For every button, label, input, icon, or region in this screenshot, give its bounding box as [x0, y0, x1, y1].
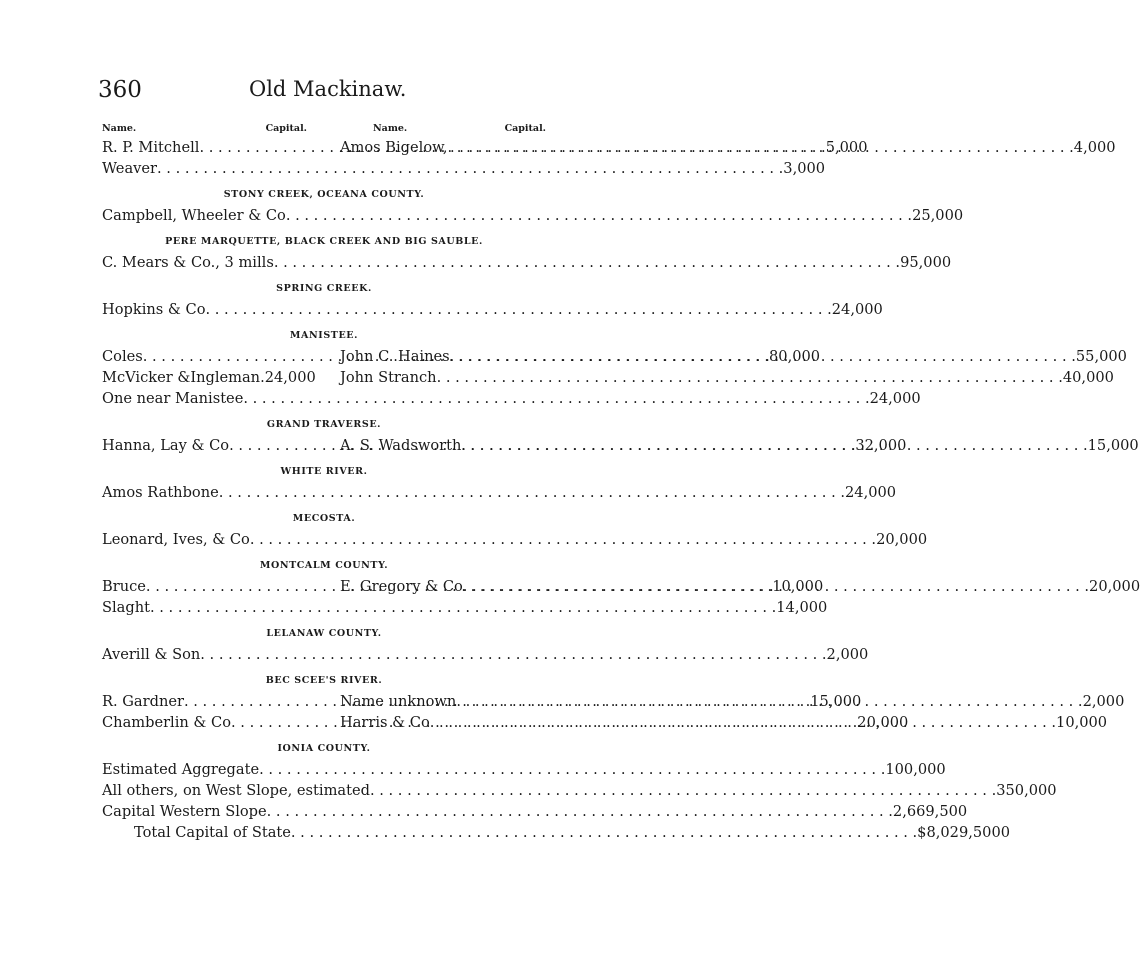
entry-name: Capital Western Slope	[102, 803, 267, 820]
two-column-entries	[102, 346, 1127, 409]
entry-amount: 2,000	[826, 646, 869, 663]
section-heading: MECOSTA.	[292, 513, 356, 524]
entry-name: Slaght	[102, 599, 150, 616]
entry-amount: 2,000	[1082, 693, 1125, 710]
entry-row	[102, 158, 826, 179]
section-heading: STONY CREEK, OCEANA COUNTY.	[223, 189, 425, 200]
entry-row	[102, 388, 921, 409]
entry-amount: 14,000	[776, 599, 828, 616]
entry-row	[102, 252, 952, 273]
capital-table	[102, 121, 1140, 843]
entry-name: R. P. Mitchell	[102, 139, 200, 156]
entry-amount: 10,000	[1056, 714, 1108, 731]
entry-row	[102, 801, 968, 822]
entry-name: Weaver	[102, 160, 158, 177]
section-heading: LELANAW COUNTY.	[266, 628, 382, 639]
entry-row	[102, 299, 883, 320]
entry-name: Bruce	[102, 578, 146, 595]
entry-row	[102, 529, 928, 550]
column-header-name: Name.	[373, 123, 408, 134]
entry-amount: 5,000	[825, 139, 868, 156]
entry-amount: 2,669,500	[892, 803, 968, 820]
entry-amount: 80,000	[769, 348, 821, 365]
entry-name: All others, on West Slope, estimated	[102, 782, 370, 799]
entry-name: Hanna, Lay & Co	[102, 437, 230, 454]
entry-amount: 20,000	[1089, 578, 1140, 595]
entry-name: One near Manistee	[102, 390, 244, 407]
entry-amount: 24,000	[869, 390, 921, 407]
entry-row	[102, 759, 946, 780]
entry-name: Averill & Son	[102, 646, 201, 663]
section-heading: PERE MARQUETTE, BLACK CREEK AND BIG SAUBLE.	[165, 236, 483, 247]
entry-amount: 24,000	[845, 484, 897, 501]
entry-row	[102, 780, 1057, 801]
entry-amount: 15,000	[810, 693, 862, 710]
column-header-capital: Capital.	[265, 123, 307, 134]
entry-name: Estimated Aggregate	[102, 761, 260, 778]
section-heading: IONIA COUNTY.	[277, 743, 371, 754]
entry-row	[340, 367, 1114, 388]
entry-name: Name unknown	[340, 693, 457, 710]
entry-row	[102, 205, 964, 226]
entry-name: Coles	[102, 348, 143, 365]
page-number: 360	[98, 77, 142, 103]
entry-name: John C. Haines	[340, 348, 450, 365]
entry-amount: 55,000	[1075, 348, 1127, 365]
entry-name: Harris & Co	[340, 714, 430, 731]
entry-row	[102, 367, 316, 388]
column-header-name: Name.	[102, 123, 137, 134]
entry-name: John Stranch	[340, 369, 437, 386]
entry-name: Amos Rathbone	[102, 484, 219, 501]
entry-amount: 25,000	[912, 207, 964, 224]
entry-name: Campbell, Wheeler & Co	[102, 207, 286, 224]
section-heading: MONTCALM COUNTY.	[259, 560, 389, 571]
column-headers	[102, 121, 546, 137]
entry-amount: 95,000	[900, 254, 952, 271]
section-heading: MANISTEE.	[289, 330, 359, 341]
entry-name: Chamberlin & Co	[102, 714, 232, 731]
entry-amount: 3,000	[783, 160, 826, 177]
entry-row	[102, 644, 869, 665]
page-title: Old Mackinaw.	[249, 77, 407, 101]
entry-amount: 350,000	[996, 782, 1057, 799]
entry-amount: 24,000	[264, 369, 316, 386]
entry-name: C. Mears & Co., 3 mills	[102, 254, 274, 271]
total-amount: $8,029,5000	[917, 824, 1011, 841]
two-column-entries	[102, 435, 1139, 456]
entry-row	[102, 482, 897, 503]
entry-name: E. Gregory & Co	[340, 578, 463, 595]
entry-amount: 10,000	[772, 578, 824, 595]
entry-name: Hopkins & Co	[102, 301, 206, 318]
entry-name: Amos Bigelow,	[340, 139, 448, 156]
entry-amount: 4,000	[1073, 139, 1116, 156]
entry-name: R. Gardner	[102, 693, 184, 710]
total-label: Total Capital of State	[134, 824, 291, 841]
section-heading: WHITE RIVER.	[280, 466, 368, 477]
section-heading: SPRING CREEK.	[276, 283, 372, 294]
two-column-entries	[102, 691, 1125, 733]
two-column-entries	[102, 576, 1140, 618]
entry-amount: 32,000	[855, 437, 907, 454]
entry-name: A. S. Wadsworth	[340, 437, 462, 454]
total-row	[134, 822, 1011, 843]
section-heading: BEC SCEE'S RIVER.	[265, 675, 383, 686]
top-entries	[102, 137, 1116, 179]
entry-row	[102, 597, 828, 618]
entry-name: McVicker &Ingleman.	[102, 369, 265, 386]
entry-name: Leonard, Ives, & Co	[102, 531, 250, 548]
entry-amount: 24,000	[831, 301, 883, 318]
section-heading: GRAND TRAVERSE.	[266, 419, 382, 430]
entry-amount: 20,000	[876, 531, 928, 548]
entry-amount: 20,000	[857, 714, 909, 731]
column-header-capital: Capital.	[504, 123, 546, 134]
page-header	[0, 77, 586, 105]
entry-amount: 100,000	[885, 761, 946, 778]
entry-amount: 15,000	[1087, 437, 1139, 454]
entry-amount: 40,000	[1062, 369, 1114, 386]
